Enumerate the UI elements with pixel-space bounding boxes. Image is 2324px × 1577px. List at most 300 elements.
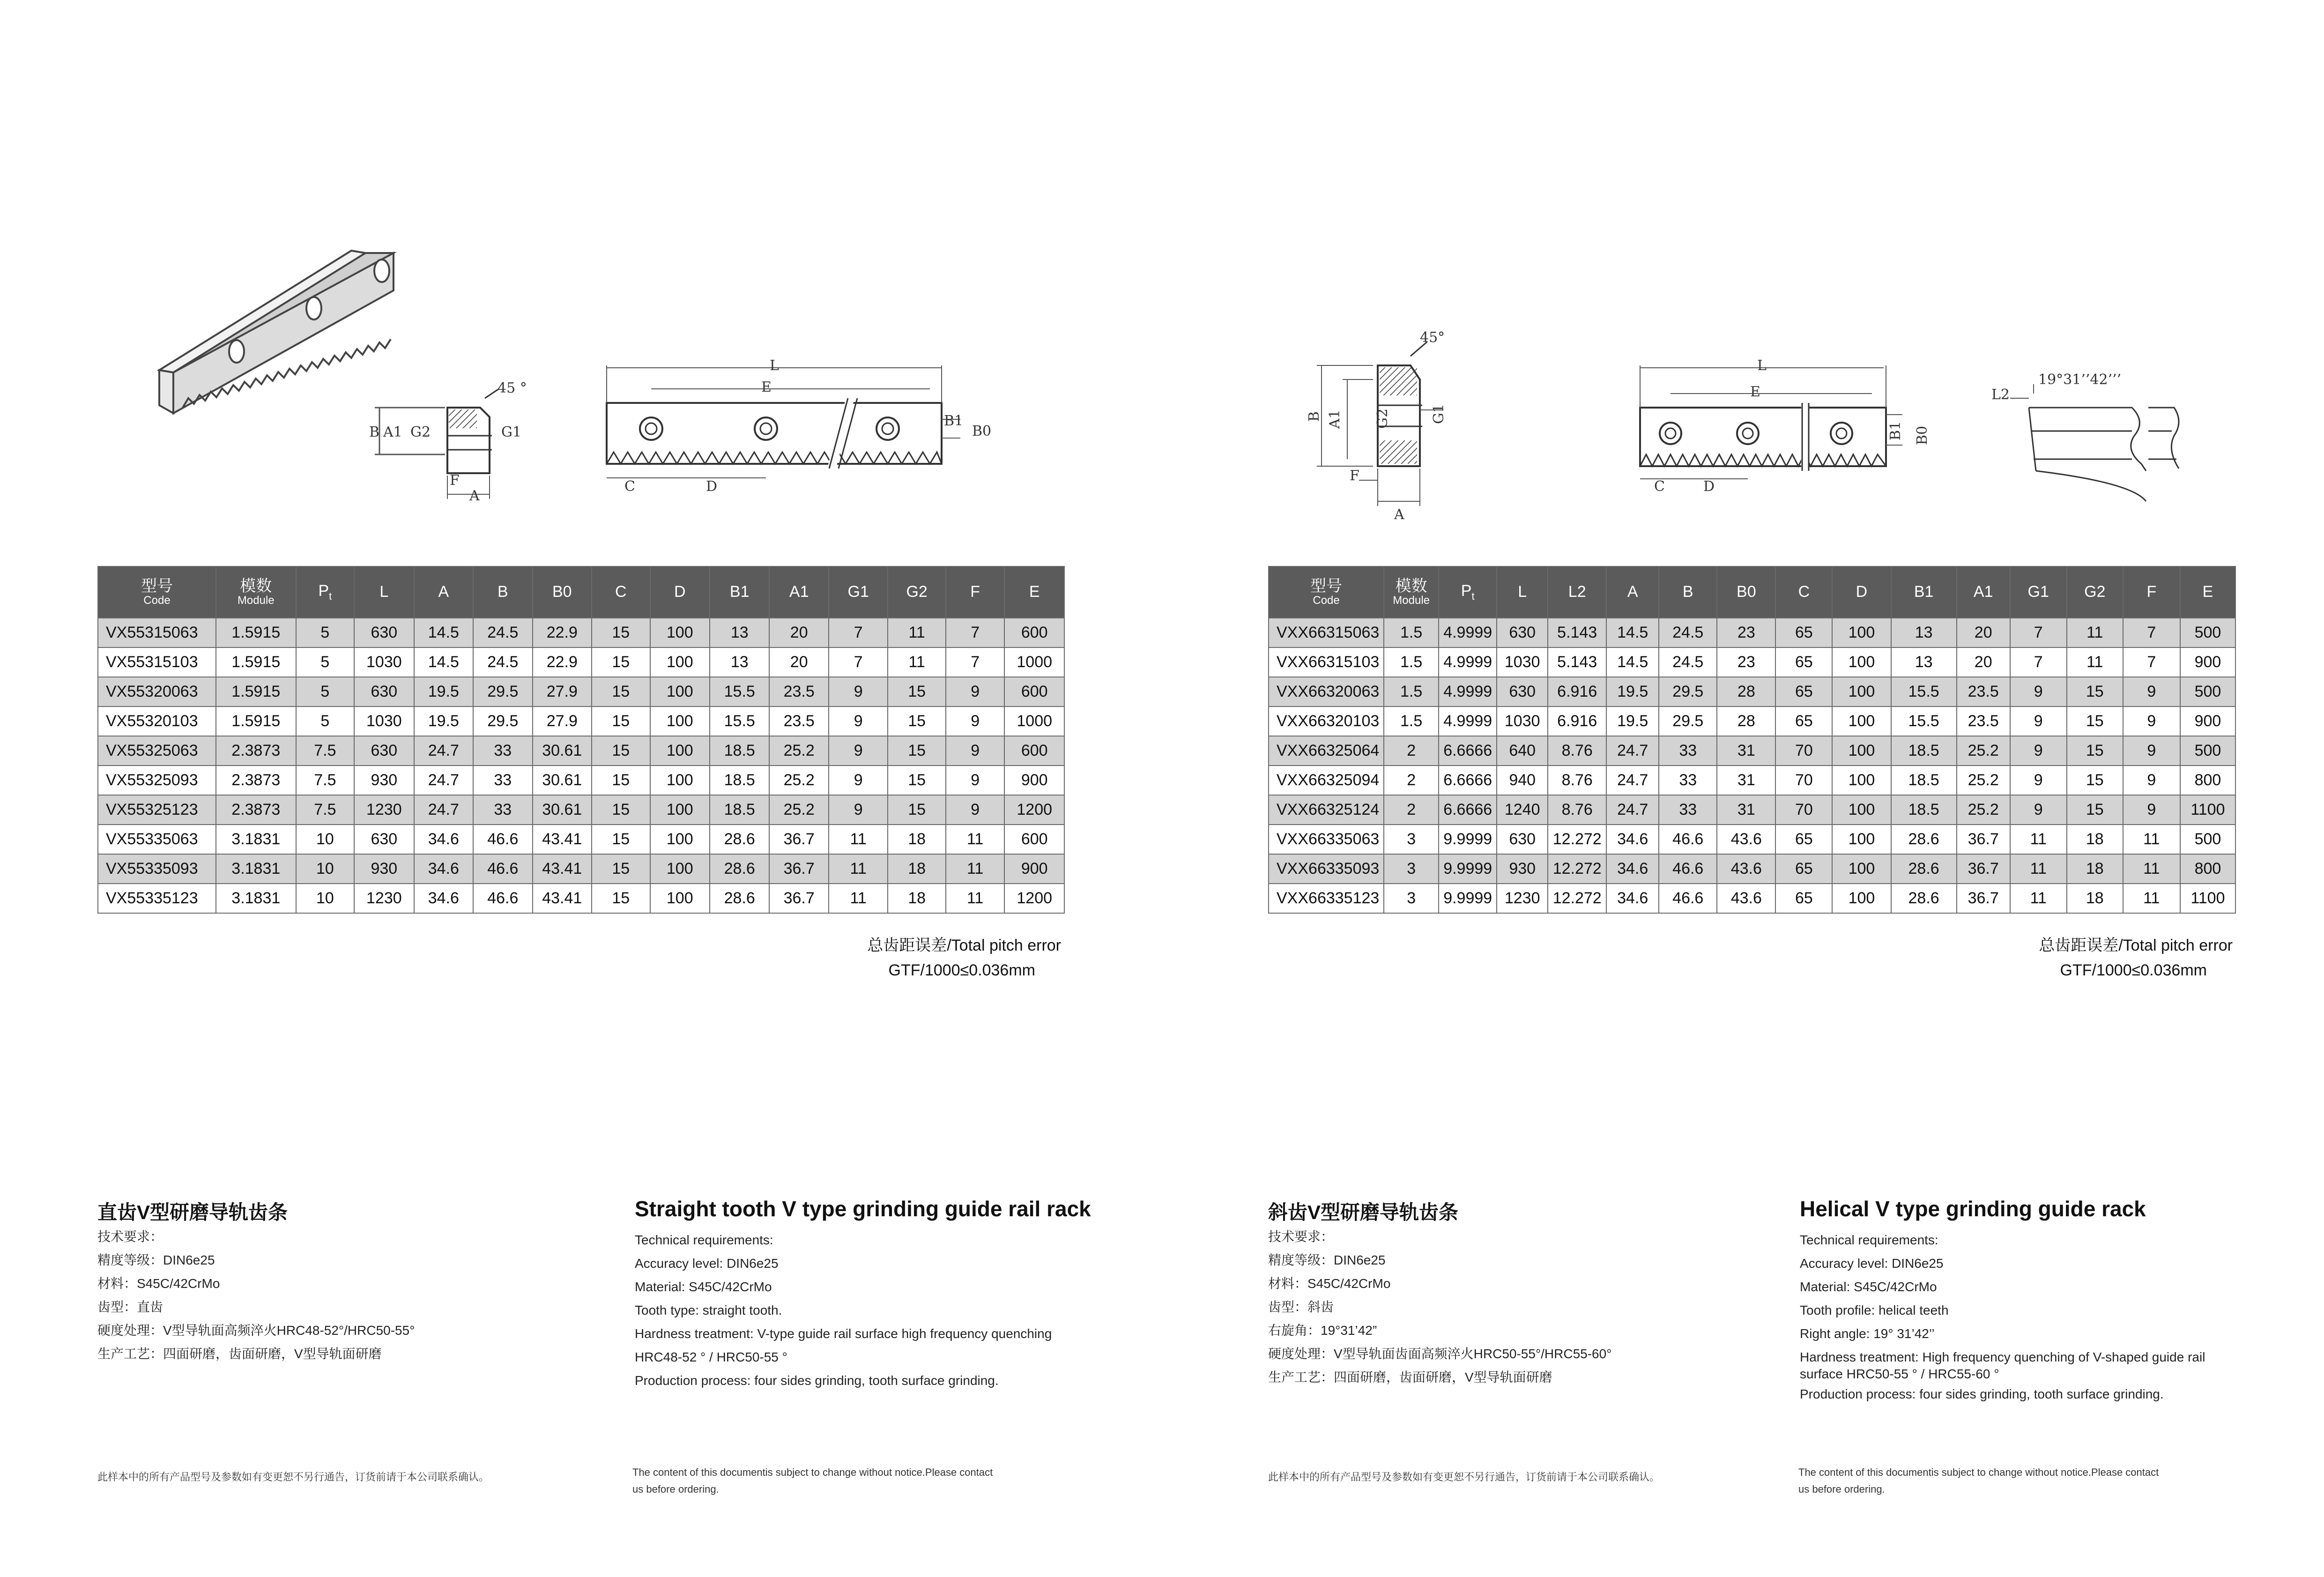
table-header-row — [98, 566, 1064, 618]
table-row — [98, 677, 1064, 707]
table-cell: 5.143 — [1548, 647, 1606, 677]
table-cell: 7 — [946, 618, 1004, 647]
table-cell: 100 — [1832, 825, 1891, 854]
table-cell: 18 — [888, 884, 945, 913]
table-cell: 24.7 — [1606, 736, 1659, 766]
table-row — [98, 884, 1064, 913]
table-cell: 9 — [2123, 677, 2180, 707]
req-line: Technical requirements: — [1800, 1233, 1938, 1247]
table-cell: 23.5 — [1957, 707, 2010, 736]
table-cell: 600 — [1004, 825, 1064, 854]
helical-tooth-panel — [1162, 0, 2324, 1577]
requirements-cn — [1268, 1225, 1611, 1389]
label-A1: A1 — [1327, 409, 1343, 429]
table-row — [1269, 795, 2235, 825]
table-cell: 600 — [1004, 618, 1064, 647]
table-cell: 46.6 — [1659, 854, 1717, 884]
table-cell: 65 — [1775, 854, 1832, 884]
table-cell: 43.41 — [533, 825, 592, 854]
label-L: L — [1757, 357, 1767, 374]
table-cell: 1030 — [1497, 707, 1548, 736]
table-cell: 15 — [2067, 707, 2123, 736]
label-F: F — [450, 472, 460, 489]
table-cell: 5 — [296, 677, 354, 707]
table-cell: 100 — [650, 736, 710, 766]
table-cell: 100 — [1832, 884, 1891, 913]
table-cell: 9 — [2123, 795, 2180, 825]
table-cell: 24.5 — [1659, 618, 1717, 647]
table-cell: 29.5 — [473, 707, 532, 736]
table-cell: 19.5 — [1606, 677, 1659, 707]
table-cell: 20 — [1957, 618, 2010, 647]
table-cell: 12.272 — [1548, 825, 1606, 854]
table-cell: 100 — [650, 647, 710, 677]
table-cell: 24.7 — [414, 766, 473, 795]
table-cell: 70 — [1775, 795, 1832, 825]
table-cell: 18.5 — [710, 766, 769, 795]
table-cell: 9 — [2123, 766, 2180, 795]
label-helix-angle: 19°31’’42’’’ — [2038, 372, 2122, 388]
table-cell: 11 — [2010, 854, 2067, 884]
table-cell: 14.5 — [1606, 618, 1659, 647]
table-cell: 630 — [1497, 677, 1548, 707]
table-cell: 22.9 — [533, 618, 592, 647]
table-cell: 13 — [710, 647, 769, 677]
table-cell: 11 — [946, 854, 1004, 884]
table-cell: 36.7 — [1957, 854, 2010, 884]
table-cell: 33 — [473, 766, 532, 795]
table-cell: 46.6 — [473, 884, 532, 913]
req-line: Material: S45C/42CrMo — [635, 1279, 772, 1294]
table-cell: 930 — [354, 766, 414, 795]
table-cell: 7 — [829, 647, 888, 677]
label-A1: A1 — [383, 424, 402, 440]
req-line: 生产工艺：四面研磨，齿面研磨，V型导轨面研磨 — [97, 1346, 382, 1361]
footer-note-cn: 此样本中的所有产品型号及参数如有变更恕不另行通告，订货前请于本公司联系确认。 — [1268, 1471, 1660, 1483]
table-cell: 34.6 — [1606, 854, 1659, 884]
table-cell: 500 — [2180, 736, 2235, 766]
table-cell: 10 — [296, 825, 354, 854]
table-cell: 15 — [888, 766, 945, 795]
table-cell: 630 — [1497, 825, 1548, 854]
table-cell: 20 — [769, 618, 828, 647]
table-cell: 7 — [2010, 618, 2067, 647]
table-cell: 25.2 — [769, 766, 828, 795]
table-cell: 15 — [592, 677, 650, 707]
table-cell: 9 — [829, 766, 888, 795]
table-cell: 2 — [1384, 766, 1439, 795]
table-cell: 100 — [650, 677, 710, 707]
table-cell: 29.5 — [1659, 707, 1717, 736]
table-cell-code: VXX66320103 — [1269, 707, 1384, 736]
table-cell: 3 — [1384, 825, 1439, 854]
table-cell: 9 — [2010, 736, 2067, 766]
table-row — [1269, 677, 2235, 707]
table-cell-code: VXX66315063 — [1269, 618, 1384, 647]
table-cell: 500 — [2180, 825, 2235, 854]
table-cell: 8.76 — [1548, 795, 1606, 825]
table-cell: 7 — [946, 647, 1004, 677]
pitch-error-value: GTF/1000≤0.036mm — [888, 961, 1035, 979]
table-row — [1269, 736, 2235, 766]
table-cell: 30.61 — [533, 736, 592, 766]
table-cell: 1.5 — [1384, 647, 1439, 677]
table-cell: 24.7 — [414, 736, 473, 766]
table-cell-code: VX55325063 — [98, 736, 216, 766]
table-cell: 4.9999 — [1439, 647, 1497, 677]
header-col: B — [1659, 566, 1717, 618]
table-cell: 15 — [888, 707, 945, 736]
table-cell: 11 — [2010, 825, 2067, 854]
table-cell: 15.5 — [1891, 707, 1957, 736]
table-cell: 2 — [1384, 795, 1439, 825]
table-cell: 8.76 — [1548, 766, 1606, 795]
table-cell: 9 — [829, 795, 888, 825]
table-cell: 1.5915 — [216, 677, 296, 707]
table-cell: 100 — [1832, 707, 1891, 736]
table-cell: 1200 — [1004, 795, 1064, 825]
table-cell: 23.5 — [1957, 677, 2010, 707]
table-cell: 12.272 — [1548, 854, 1606, 884]
header-col: F — [946, 566, 1004, 618]
table-cell: 100 — [1832, 854, 1891, 884]
table-cell: 9 — [946, 795, 1004, 825]
table-cell: 24.7 — [1606, 766, 1659, 795]
req-line: Accuracy level: DIN6e25 — [1800, 1256, 1944, 1271]
table-cell: 100 — [650, 707, 710, 736]
req-line: Material: S45C/42CrMo — [1800, 1279, 1937, 1294]
table-cell: 630 — [1497, 618, 1548, 647]
table-cell: 18.5 — [710, 736, 769, 766]
table-cell: 1230 — [354, 884, 414, 913]
table-cell: 630 — [354, 736, 414, 766]
pitch-error-note — [703, 932, 1061, 990]
table-cell: 7.5 — [296, 766, 354, 795]
table-cell: 28 — [1717, 707, 1775, 736]
req-line: Accuracy level: DIN6e25 — [635, 1256, 779, 1271]
header-col: G1 — [2010, 566, 2067, 618]
table-cell: 33 — [473, 736, 532, 766]
table-cell: 6.916 — [1548, 677, 1606, 707]
table-cell: 15 — [888, 736, 945, 766]
table-cell: 940 — [1497, 766, 1548, 795]
requirements-cn — [97, 1225, 415, 1366]
label-angle: 45° — [1420, 329, 1445, 346]
table-cell: 11 — [2123, 825, 2180, 854]
table-cell: 9 — [2123, 707, 2180, 736]
table-cell: 11 — [829, 884, 888, 913]
table-cell: 3.1831 — [216, 884, 296, 913]
table-cell: 1100 — [2180, 884, 2235, 913]
table-cell: 11 — [2123, 854, 2180, 884]
pitch-error-label: 总齿距误差/Total pitch error — [2039, 937, 2233, 954]
table-cell: 25.2 — [769, 795, 828, 825]
pitch-error-label: 总齿距误差/Total pitch error — [867, 937, 1061, 954]
label-G2: G2 — [1374, 408, 1391, 429]
table-cell: 15 — [888, 677, 945, 707]
table-cell: 28.6 — [710, 825, 769, 854]
table-cell: 34.6 — [1606, 825, 1659, 854]
table-cell-code: VXX66315103 — [1269, 647, 1384, 677]
table-row — [98, 795, 1064, 825]
header-col: D — [1832, 566, 1891, 618]
table-cell: 6.6666 — [1439, 766, 1497, 795]
table-cell: 14.5 — [1606, 647, 1659, 677]
table-cell: 18 — [2067, 884, 2123, 913]
table-cell: 24.7 — [1606, 795, 1659, 825]
table-cell: 3 — [1384, 854, 1439, 884]
table-cell: 20 — [769, 647, 828, 677]
table-cell: 500 — [2180, 618, 2235, 647]
table-cell: 11 — [888, 618, 945, 647]
rack-side-drawing — [607, 356, 1010, 501]
table-cell: 7 — [2010, 647, 2067, 677]
table-row — [1269, 647, 2235, 677]
helix-angle-drawing — [1991, 365, 2207, 506]
table-cell: 10 — [296, 854, 354, 884]
table-cell: 9 — [829, 707, 888, 736]
table-cell: 1100 — [2180, 795, 2235, 825]
footer-note-en: The content of this documentis subject to change without notice.Please contact us before ordering. — [1798, 1466, 2159, 1495]
header-col: L — [1497, 566, 1548, 618]
table-cell: 12.272 — [1548, 884, 1606, 913]
table-cell: 65 — [1775, 677, 1832, 707]
table-cell-code: VX55335063 — [98, 825, 216, 854]
table-cell: 46.6 — [473, 825, 532, 854]
table-row — [98, 618, 1064, 647]
table-row — [98, 707, 1064, 736]
header-col: L2 — [1548, 566, 1606, 618]
table-cell-code: VX55325093 — [98, 766, 216, 795]
label-D: D — [1703, 478, 1715, 495]
table-cell: 9 — [829, 677, 888, 707]
table-cell: 15.5 — [710, 677, 769, 707]
table-cell: 27.9 — [533, 707, 592, 736]
table-cell-code: VXX66325094 — [1269, 766, 1384, 795]
table-cell: 10 — [296, 884, 354, 913]
table-cell: 19.5 — [414, 677, 473, 707]
table-cell: 24.5 — [473, 647, 532, 677]
table-cell: 43.6 — [1717, 854, 1775, 884]
table-cell: 9 — [2010, 677, 2067, 707]
header-code: 型号 Code — [1269, 566, 1384, 618]
rack-section-drawing — [365, 379, 543, 504]
table-cell: 100 — [1832, 647, 1891, 677]
table-cell: 640 — [1497, 736, 1548, 766]
table-row — [1269, 825, 2235, 854]
table-cell: 15 — [592, 854, 650, 884]
header-col: L — [354, 566, 414, 618]
table-cell: 9 — [2010, 707, 2067, 736]
table-cell: 36.7 — [769, 854, 828, 884]
pitch-error-note — [1874, 932, 2233, 990]
table-cell: 65 — [1775, 884, 1832, 913]
table-cell: 65 — [1775, 618, 1832, 647]
table-cell: 65 — [1775, 707, 1832, 736]
table-cell: 1.5915 — [216, 618, 296, 647]
table-cell: 6.916 — [1548, 707, 1606, 736]
table-cell: 15 — [888, 795, 945, 825]
label-B1: B1 — [1887, 421, 1904, 440]
label-G2: G2 — [410, 424, 431, 440]
table-cell: 24.5 — [1659, 647, 1717, 677]
header-module: 模数 Module — [216, 566, 296, 618]
label-E: E — [761, 379, 772, 395]
table-cell: 9 — [946, 677, 1004, 707]
header-col: G2 — [888, 566, 945, 618]
table-cell: 1000 — [1004, 707, 1064, 736]
table-cell: 1000 — [1004, 647, 1064, 677]
table-cell: 900 — [2180, 647, 2235, 677]
header-col: C — [1775, 566, 1832, 618]
title-cn: 斜齿V型研磨导轨齿条 — [1268, 1201, 1459, 1223]
table-cell: 600 — [1004, 736, 1064, 766]
table-cell: 18 — [2067, 854, 2123, 884]
req-line: 材料：S45C/42CrMo — [97, 1276, 220, 1291]
table-cell: 18.5 — [1891, 736, 1957, 766]
table-cell: 24.5 — [473, 618, 532, 647]
pitch-error-value: GTF/1000≤0.036mm — [2060, 961, 2207, 979]
req-line: 硬度处理：V型导轨面高频淬火HRC48-52°/HRC50-55° — [97, 1323, 415, 1338]
helical-side-drawing — [1631, 356, 1968, 506]
table-cell: 28.6 — [1891, 825, 1957, 854]
table-cell: 13 — [1891, 618, 1957, 647]
table-row — [1269, 854, 2235, 884]
header-pt: $P_t$ — [296, 566, 354, 618]
table-cell: 24.7 — [414, 795, 473, 825]
table-cell: 9 — [2010, 766, 2067, 795]
table-cell: 7.5 — [296, 736, 354, 766]
table-cell: 15.5 — [710, 707, 769, 736]
table-cell: 100 — [1832, 618, 1891, 647]
table-cell: 2 — [1384, 736, 1439, 766]
table-cell: 28.6 — [710, 884, 769, 913]
table-cell: 15 — [2067, 766, 2123, 795]
table-cell: 100 — [650, 854, 710, 884]
table-cell: 9 — [946, 707, 1004, 736]
helical-rack-spec-table — [1268, 566, 2236, 914]
label-angle: 45 ° — [497, 380, 527, 396]
req-line: Right angle: 19° 31’42’’ — [1800, 1326, 1935, 1341]
table-cell: 1030 — [354, 707, 414, 736]
table-cell: 25.2 — [1957, 766, 2010, 795]
table-cell: 23 — [1717, 618, 1775, 647]
table-cell: 25.2 — [769, 736, 828, 766]
table-cell: 500 — [2180, 677, 2235, 707]
label-E: E — [1750, 384, 1760, 400]
table-cell-code: VXX66325064 — [1269, 736, 1384, 766]
table-cell: 100 — [650, 618, 710, 647]
req-line: 技术要求： — [1268, 1229, 1334, 1244]
requirements-en — [635, 1228, 1052, 1392]
label-D: D — [706, 478, 718, 495]
table-cell-code: VX55315103 — [98, 647, 216, 677]
table-cell: 13 — [710, 618, 769, 647]
label-B1: B1 — [944, 413, 964, 429]
label-B0: B0 — [972, 423, 992, 439]
header-col: E — [2180, 566, 2235, 618]
table-cell: 28.6 — [710, 854, 769, 884]
table-cell: 15 — [2067, 677, 2123, 707]
table-row — [98, 647, 1064, 677]
table-cell-code: VXX66335123 — [1269, 884, 1384, 913]
header-pt: $P_t$ — [1439, 566, 1497, 618]
table-cell: 900 — [1004, 766, 1064, 795]
label-A: A — [1394, 506, 1404, 523]
table-cell: 65 — [1775, 825, 1832, 854]
table-cell: 43.41 — [533, 884, 592, 913]
header-col: A1 — [1957, 566, 2010, 618]
label-B: B — [369, 424, 380, 440]
table-row — [1269, 707, 2235, 736]
table-cell: 18.5 — [1891, 795, 1957, 825]
req-line: 生产工艺：四面研磨，齿面研磨，V型导轨面研磨 — [1268, 1370, 1552, 1384]
table-cell: 11 — [946, 884, 1004, 913]
req-line: Technical requirements: — [635, 1233, 773, 1247]
table-cell: 7 — [829, 618, 888, 647]
table-row — [1269, 884, 2235, 913]
table-cell: 36.7 — [1957, 825, 2010, 854]
table-cell: 18.5 — [1891, 766, 1957, 795]
helical-section-drawing — [1303, 323, 1462, 523]
table-cell: 1030 — [354, 647, 414, 677]
table-cell: 28 — [1717, 677, 1775, 707]
header-col: A1 — [769, 566, 828, 618]
table-cell: 33 — [1659, 766, 1717, 795]
table-cell: 2.3873 — [216, 736, 296, 766]
footer-note-cn: 此样本中的所有产品型号及参数如有变更恕不另行通告，订货前请于本公司联系确认。 — [97, 1471, 490, 1483]
table-cell: 33 — [473, 795, 532, 825]
table-cell: 9.9999 — [1439, 884, 1497, 913]
req-line: 精度等级：DIN6e25 — [97, 1253, 215, 1267]
table-cell: 46.6 — [473, 854, 532, 884]
table-cell: 9 — [829, 736, 888, 766]
table-cell: 11 — [888, 647, 945, 677]
table-cell: 19.5 — [1606, 707, 1659, 736]
table-cell: 100 — [650, 884, 710, 913]
header-col: D — [650, 566, 710, 618]
table-cell: 34.6 — [414, 854, 473, 884]
header-col: G1 — [829, 566, 888, 618]
table-cell: 100 — [1832, 795, 1891, 825]
table-cell-code: VX55335093 — [98, 854, 216, 884]
table-cell: 9.9999 — [1439, 825, 1497, 854]
table-cell: 630 — [354, 677, 414, 707]
req-line: Tooth profile: helical teeth — [1800, 1303, 1949, 1317]
req-line: Hardness treatment: V-type guide rail surface high frequency quenching — [635, 1326, 1052, 1341]
table-cell: 7.5 — [296, 795, 354, 825]
table-cell: 30.61 — [533, 766, 592, 795]
table-cell: 4.9999 — [1439, 618, 1497, 647]
table-cell: 7 — [2123, 647, 2180, 677]
table-cell: 18 — [2067, 825, 2123, 854]
req-line: 技术要求： — [97, 1229, 163, 1244]
table-cell: 46.6 — [1659, 825, 1717, 854]
table-cell: 3.1831 — [216, 825, 296, 854]
table-cell-code: VX55315063 — [98, 618, 216, 647]
table-cell: 100 — [1832, 736, 1891, 766]
table-cell: 4.9999 — [1439, 677, 1497, 707]
table-cell-code: VXX66335093 — [1269, 854, 1384, 884]
table-row — [98, 854, 1064, 884]
req-line: 齿型：直齿 — [97, 1300, 163, 1314]
req-line: 精度等级：DIN6e25 — [1268, 1253, 1386, 1267]
table-cell: 100 — [650, 795, 710, 825]
table-cell: 800 — [2180, 854, 2235, 884]
table-cell: 15 — [592, 707, 650, 736]
label-A: A — [469, 488, 480, 504]
header-col: C — [592, 566, 650, 618]
